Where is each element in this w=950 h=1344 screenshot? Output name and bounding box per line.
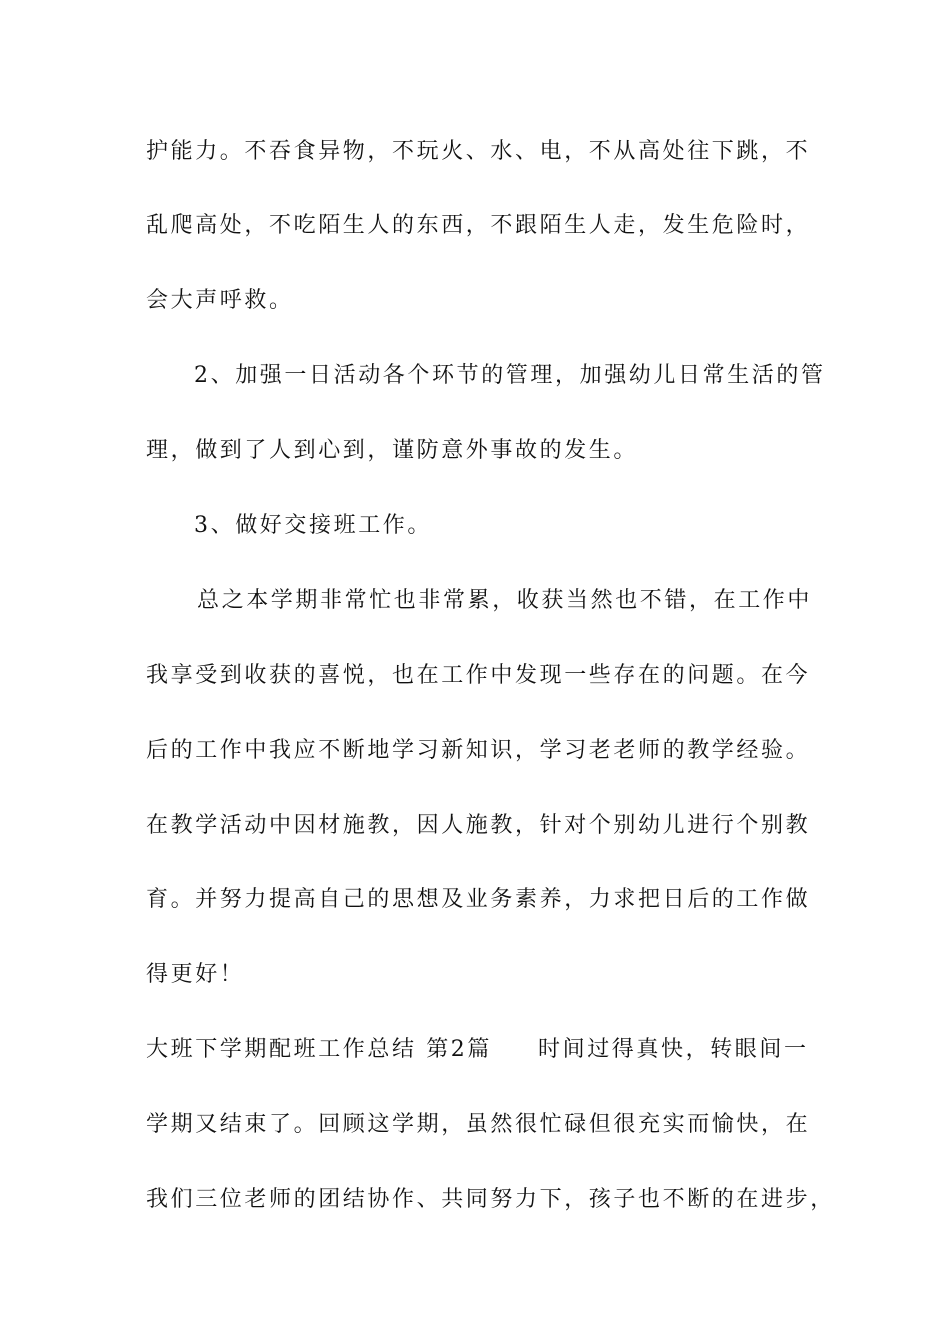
text-line-2: 乱爬高处，不吃陌生人的东西，不跟陌生人走，发生危险时， <box>146 213 811 238</box>
text-line-5: 理，做到了人到心到，谨防意外事故的发生。 <box>146 438 639 463</box>
text-line-10: 在教学活动中因材施教，因人施教，针对个别幼儿进行个别教 <box>146 813 811 838</box>
section-line <box>146 1036 816 1064</box>
text-line-1: 护能力。不吞食异物，不玩火、水、电，不从高处往下跳，不 <box>146 139 811 164</box>
text-line-11: 育。并努力提高自己的思想及业务素养，力求把日后的工作做 <box>146 887 811 912</box>
text-line-8: 我享受到收获的喜悦，也在工作中发现一些存在的问题。在今 <box>146 663 811 688</box>
text-line-14: 学期又结束了。回顾这学期，虽然很忙碌但很充实而愉快，在 <box>146 1112 811 1137</box>
text-line-7: 总之本学期非常忙也非常累，收获当然也不错，在工作中 <box>197 588 813 613</box>
text-line-6: 3、做好交接班工作。 <box>194 513 432 538</box>
text-line-12: 得更好！ <box>146 962 245 987</box>
section-first-text: 时间过得真快，转眼间一 <box>538 1037 809 1062</box>
text-line-4: 2、加强一日活动各个环节的管理，加强幼儿日常生活的管 <box>194 363 826 388</box>
section-heading: 大班下学期配班工作总结 第2篇 <box>146 1037 492 1062</box>
text-line-3: 会大声呼救。 <box>146 288 294 313</box>
text-line-15: 我们三位老师的团结协作、共同努力下，孩子也不断的在进步， <box>146 1187 835 1212</box>
text-line-9: 后的工作中我应不断地学习新知识，学习老老师的教学经验。 <box>146 738 811 763</box>
